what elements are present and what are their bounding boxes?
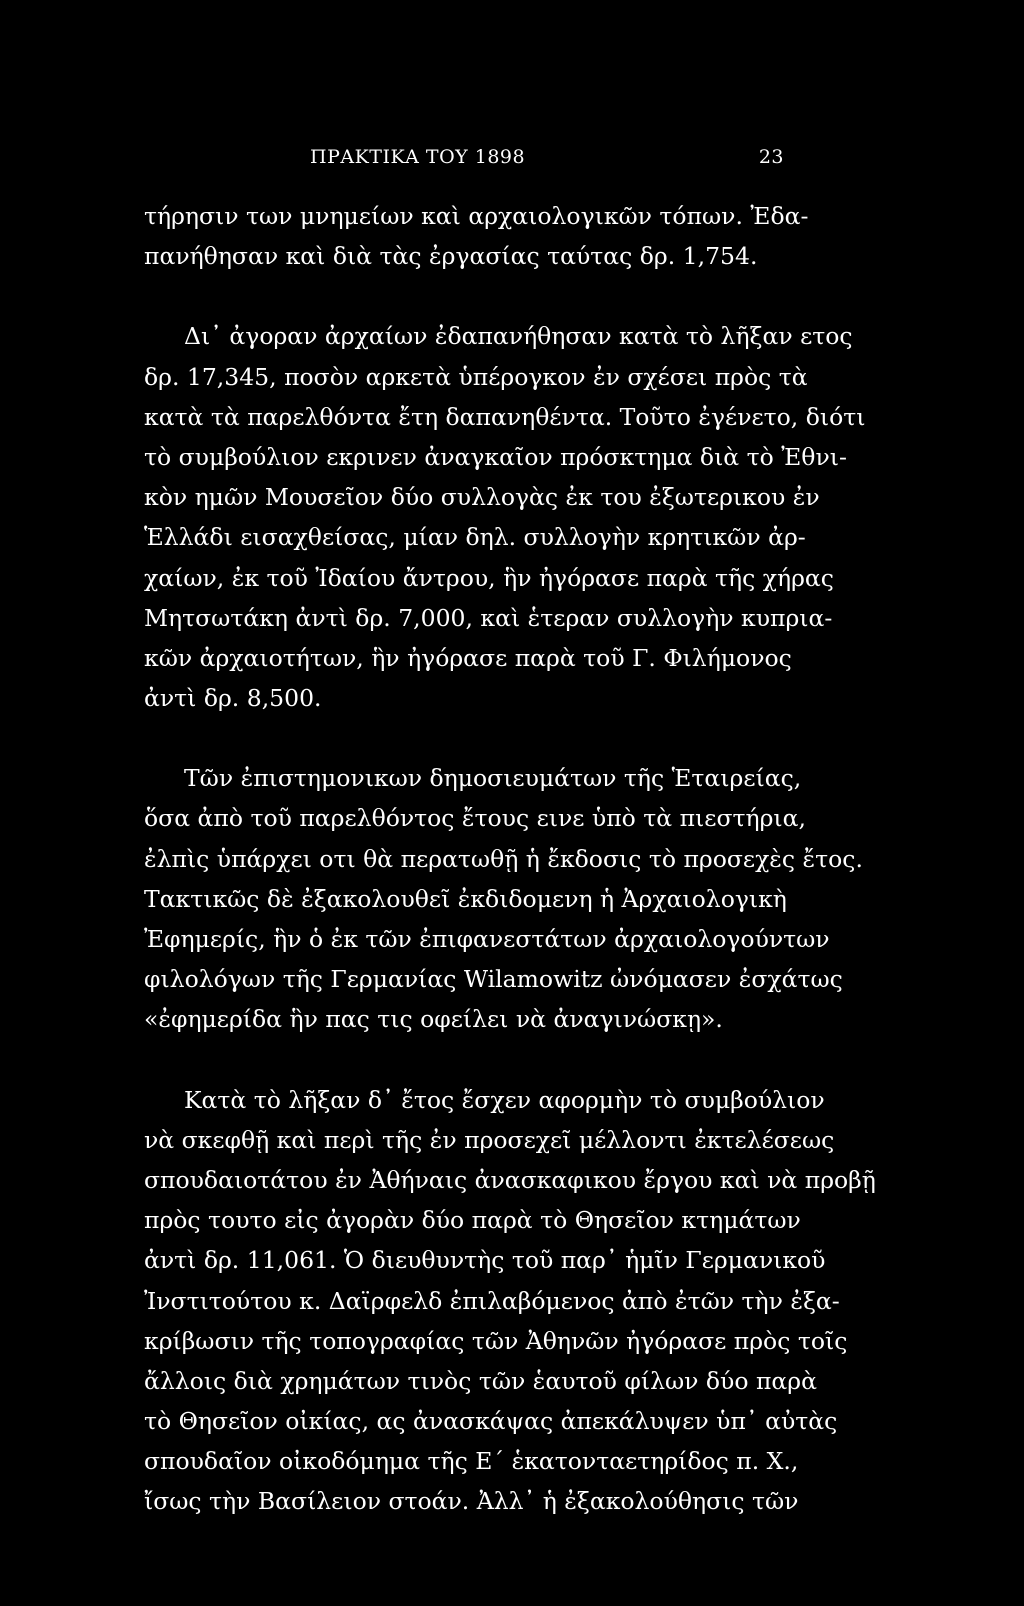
text-line: ἴσως τὴν Βασίλειον στοάν. Ἀλλ᾽ ἡ ἐξακολούθησις τῶν: [144, 1487, 799, 1516]
text-line: κῶν ἀρχαιοτήτων, ἣν ἠγόρασε παρὰ τοῦ Γ. Φιλήμονος: [144, 643, 792, 672]
text-line: ἄλλοις διὰ χρημάτων τινὸς τῶν ἑαυτοῦ φίλων δύο παρὰ: [144, 1366, 817, 1395]
text-line: πρὸς τουτο εἰς ἀγορὰν δύο παρὰ τὸ Θησεῖον κτημάτων: [144, 1206, 801, 1235]
text-line: κατὰ τὰ παρελθόντα ἔτη δαπανηθέντα. Τοῦτο ἐγένετο, διότι: [144, 402, 866, 431]
paragraph-2: [144, 316, 866, 718]
text-line: Ἑλλάδι εισαχθείσας, μίαν δηλ. συλλογὴν κρητικῶν ἀρ-: [144, 523, 806, 552]
text-line: κρίβωσιν τῆς τοπογραφίας τῶν Ἀθηνῶν ἠγόρασε πρὸς τοῖς: [144, 1326, 848, 1355]
paragraph-1: [144, 196, 809, 276]
running-title: ΠΡΑΚΤΙΚΑ ΤΟΥ 1898: [310, 146, 526, 168]
text-line: πανήθησαν καὶ διὰ τὰς ἐργασίας ταύτας δρ. 1,754.: [144, 242, 758, 271]
text-line: Ἰνστιτούτου κ. Δαϊρφελδ ἐπιλαβόμενος ἀπὸ ἐτῶν τὴν ἐξα-: [144, 1286, 840, 1315]
text-line: Ἐφημερίς, ἣν ὁ ἐκ τῶν ἐπιφανεστάτων ἀρχαιολογούντων: [144, 925, 830, 953]
page-header: [310, 146, 784, 178]
text-line: ὅσα ἀπὸ τοῦ παρελθόντος ἔτους εινε ὑπὸ τὰ πιεστήρια,: [144, 804, 806, 833]
text-line: Τακτικῶς δὲ ἐξακολουθεῖ ἐκδιδομενη ἡ Ἀρχαιολογικὴ: [144, 884, 787, 913]
text-line: σπουδαῖον οἰκοδόμημα τῆς Ε΄ ἑκατονταετηρίδος π. Χ.,: [144, 1447, 799, 1476]
text-line: νὰ σκεφθῇ καὶ περὶ τῆς ἐν προσεχεῖ μέλλοντι ἐκτελέσεως: [144, 1125, 835, 1154]
page-number: 23: [758, 146, 784, 168]
paragraph-4: [144, 1080, 876, 1522]
text-line: Κατὰ τὸ λῆξαν δ᾽ ἔτος ἔσχεν αφορμὴν τὸ συμβούλιον: [184, 1085, 825, 1114]
text-line: σπουδαιοτάτου ἐν Ἀθήναις ἀνασκαφικου ἔργου καὶ νὰ προβῇ: [144, 1165, 876, 1194]
text-line: τὸ συμβούλιον εκρινεν ἀναγκαῖον πρόσκτημα διὰ τὸ Ἐθνι-: [144, 442, 847, 471]
text-line: Δι᾽ ἀγοραν ἀρχαίων ἐδαπανήθησαν κατὰ τὸ λῆξαν ετος: [184, 322, 853, 351]
text-line: κὸν ημῶν Μουσεῖον δύο συλλογὰς ἐκ του ἐξωτερικου ἐν: [144, 483, 820, 512]
text-line: δρ. 17,345, ποσὸν αρκετὰ ὑπέρογκον ἐν σχέσει πρὸς τὰ: [144, 362, 808, 391]
text-line: Τῶν ἐπιστημονικων δημοσιευμάτων τῆς Ἑταιρείας,: [184, 764, 802, 793]
text-line: τήρησιν των μνημείων καὶ αρχαιολογικῶν τόπων. Ἐδα-: [144, 202, 809, 230]
text-line: ἀντὶ δρ. 11,061. Ὁ διευθυντὴς τοῦ παρ᾽ ἡμῖν Γερμανικοῦ: [144, 1246, 826, 1275]
text-line: Μητσωτάκη ἀντὶ δρ. 7,000, καὶ ἑτεραν συλλογὴν κυπρια-: [144, 603, 833, 632]
text-line: φιλολόγων τῆς Γερμανίας Wilamowitz ὠνόμασεν ἐσχάτως: [144, 965, 843, 994]
text-line: τὸ Θησεῖον οἰκίας, ας ἀνασκάψας ἀπεκάλυψεν ὑπ᾽ αὐτὰς: [144, 1407, 838, 1436]
text-line: ἀντὶ δρ. 8,500.: [144, 684, 322, 713]
paragraph-gap: [144, 718, 784, 758]
text-line: ἐλπὶς ὑπάρχει οτι θὰ περατωθῇ ἡ ἔκδοσις τὸ προσεχὲς ἔτος.: [144, 844, 863, 873]
text-line: «ἐφημερίδα ἣν πας τις οφείλει νὰ ἀναγινώσκῃ».: [144, 1005, 723, 1034]
paragraph-gap: [144, 1040, 784, 1080]
body-text: [144, 196, 876, 1522]
text-line: χαίων, ἐκ τοῦ Ἰδαίου ἄντρου, ἣν ἠγόρασε παρὰ τῆς χήρας: [144, 563, 834, 592]
paragraph-gap: [144, 276, 784, 316]
paragraph-3: [144, 758, 863, 1039]
